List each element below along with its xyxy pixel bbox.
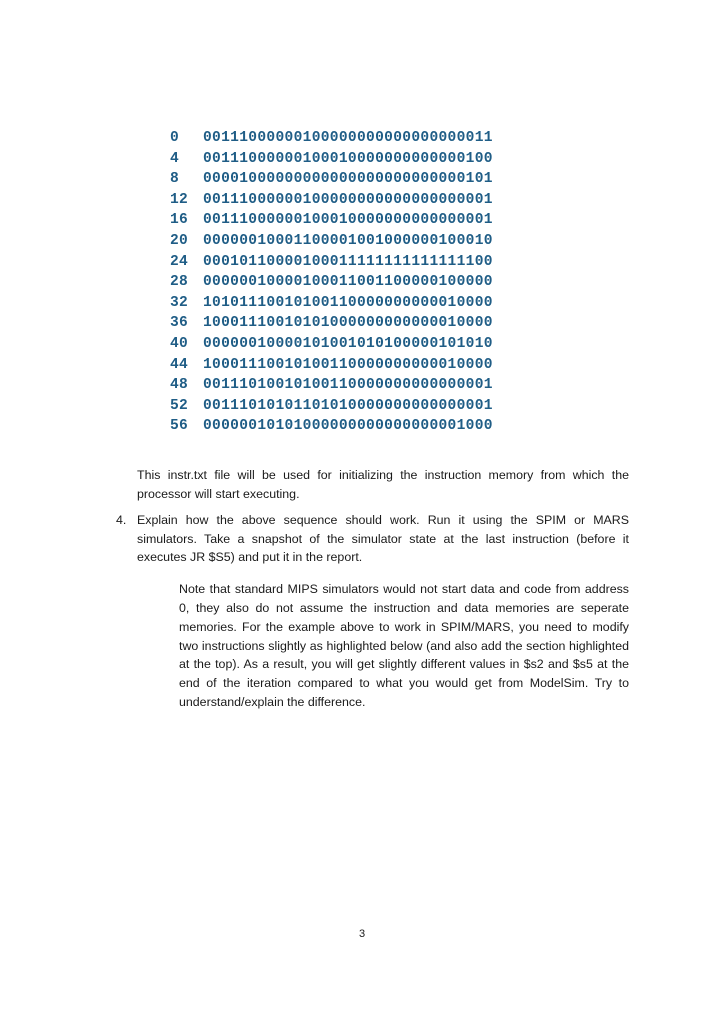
code-row	[170, 169, 570, 190]
code-bits: 00000010000100011001100000100000	[203, 274, 493, 291]
code-address: 16	[170, 212, 189, 229]
code-bits: 00111010101101010000000000000001	[203, 397, 493, 414]
code-row	[170, 355, 570, 376]
code-address: 36	[170, 315, 189, 332]
code-bits: 00111000000100010000000000000001	[203, 212, 493, 229]
code-address: 44	[170, 356, 189, 373]
code-bits: 00000010001100001001000000100010	[203, 232, 493, 249]
code-row	[170, 149, 570, 170]
code-address: 48	[170, 377, 189, 394]
code-address: 12	[170, 191, 189, 208]
code-row	[170, 293, 570, 314]
code-bits: 00000010000101001010100000101010	[203, 335, 493, 352]
code-address: 4	[170, 150, 180, 167]
instr-file-paragraph: This instr.txt file will be used for initializing the instruction memory from which the processor will start executing.	[137, 468, 629, 501]
code-bits: 00111000000100000000000000000001	[203, 191, 493, 208]
code-address: 56	[170, 418, 189, 435]
code-bits: 00010110000100011111111111111100	[203, 253, 493, 270]
code-bits: 00000010101000000000000000001000	[203, 418, 493, 435]
code-row	[170, 272, 570, 293]
code-row	[170, 375, 570, 396]
code-row	[170, 128, 570, 149]
code-address: 0	[170, 130, 180, 146]
code-address: 20	[170, 232, 189, 249]
code-row	[170, 313, 570, 334]
code-address: 40	[170, 335, 189, 352]
code-bits: 00111000000100010000000000000100	[203, 150, 493, 167]
code-address: 32	[170, 294, 189, 311]
code-bits: 10001110010100110000000000010000	[203, 356, 493, 373]
code-address: 28	[170, 274, 189, 291]
code-address: 52	[170, 397, 189, 414]
code-row	[170, 231, 570, 252]
code-bits: 00111000000100000000000000000011	[203, 130, 493, 146]
code-bits: 10001110010101000000000000010000	[203, 315, 493, 332]
code-row	[170, 252, 570, 273]
code-row	[170, 190, 570, 211]
list-item-number: 4.	[116, 513, 127, 527]
page-number: 3	[358, 928, 366, 940]
instruction-listing	[170, 128, 570, 437]
simulator-note-paragraph: Note that standard MIPS simulators would not start data and code from address 0, they also do not assume the instruction and data memories are seperate memories. For the example above to work in SPIM/MARS, you need to modify two instructions slightly as highlighted below (and also add the section highlighted at the top). As a result, you will get slightly different values in $s2 and $s5 at the end of the iteration compared to what you would get from ModelSim. Try to understand/explain the difference.	[179, 582, 629, 709]
code-row	[170, 334, 570, 355]
list-item-text: Explain how the above sequence should work. Run it using the SPIM or MARS simulators. Take a snapshot of the simulator state at the last instruction (before it executes JR $S5) and put it in the report.	[137, 513, 629, 565]
code-address: 8	[170, 171, 180, 188]
code-bits: 00111010010100110000000000000001	[203, 377, 493, 394]
code-row	[170, 210, 570, 231]
code-bits: 10101110010100110000000000010000	[203, 294, 493, 311]
code-row	[170, 416, 570, 437]
code-address: 24	[170, 253, 189, 270]
code-bits: 00001000000000000000000000000101	[203, 171, 493, 188]
code-row	[170, 396, 570, 417]
